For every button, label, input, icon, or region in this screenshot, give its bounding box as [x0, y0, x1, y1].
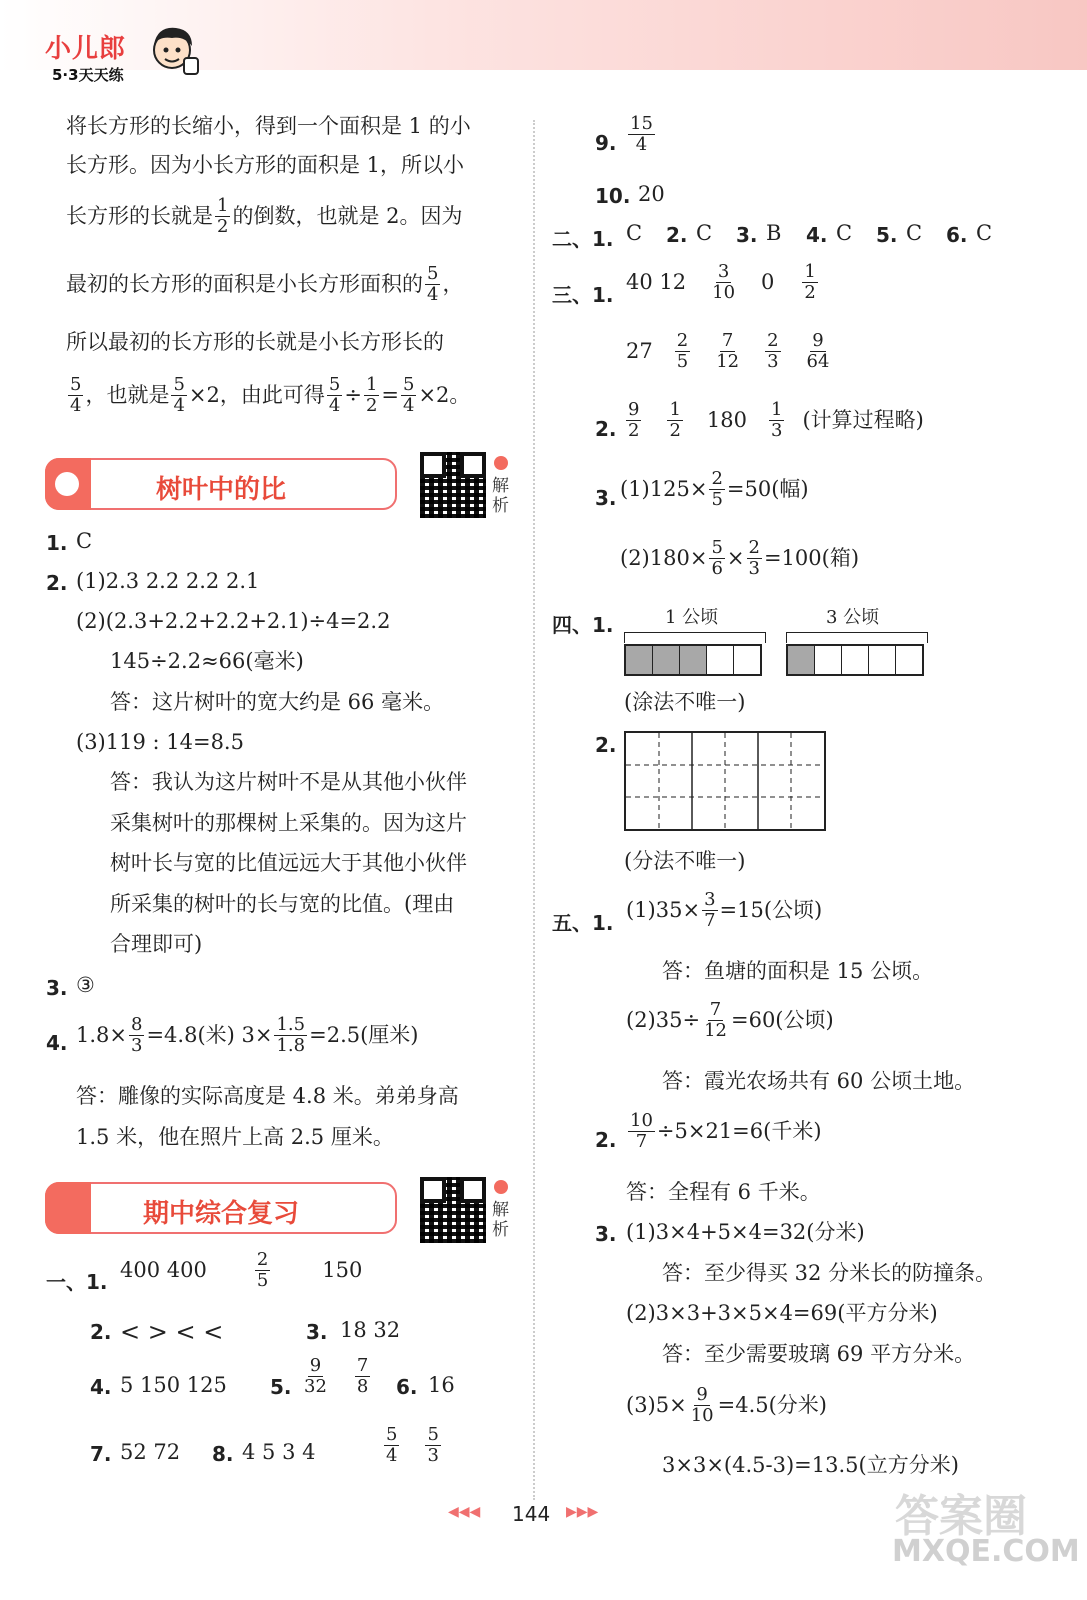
fraction: $\frac{2}{5}$	[676, 330, 689, 372]
answer: B	[766, 221, 782, 245]
item-number: 5.	[876, 223, 898, 247]
answer: 树叶长与宽的比值远远大于其他小伙伴	[110, 851, 467, 875]
answer: (2)(2.3+2.2+2.2+2.1)÷4=2.2	[76, 609, 391, 633]
answer: 180	[706, 407, 747, 432]
fraction: $\frac{3}{10}$	[712, 261, 736, 303]
fraction: $\frac{2}{3}$	[767, 330, 779, 372]
fraction: $\frac{2}{3}$	[748, 537, 760, 579]
answer: 答：雕像的实际高度是 4.8 米。弟弟身高	[76, 1084, 459, 1108]
column-divider	[533, 120, 535, 1500]
answer: =60(公顷)	[730, 1007, 834, 1032]
paragraph-text: ×2，由此可得	[188, 382, 325, 407]
fraction: $\frac{5}{4}$	[386, 1424, 398, 1466]
answer: =100(箱)	[763, 545, 860, 570]
paragraph-text: 最初的长方形的面积是小长方形面积的	[66, 271, 423, 296]
equals-sign: =	[381, 382, 399, 407]
answer: 150	[322, 1257, 363, 1282]
play-icon	[494, 456, 508, 470]
item-number: 2.	[90, 1320, 112, 1344]
answer: =15(公顷)	[719, 897, 823, 922]
paragraph-line: 长方形。因为小长方形的面积是 1，所以小	[66, 153, 465, 177]
item-number: 4.	[806, 223, 828, 247]
hectare-strip-3	[786, 644, 924, 676]
answer: 答：这片树叶的宽大约是 66 毫米。	[110, 690, 445, 714]
answer: 答：鱼塘的面积是 15 公顷。	[662, 959, 934, 983]
answer: 40 12	[626, 269, 687, 294]
answer: =4.8(米) 3×	[146, 1022, 273, 1047]
answer: (计算过程略)	[802, 407, 924, 432]
answer: =2.5(厘米)	[309, 1022, 419, 1047]
paragraph-text: ，	[442, 271, 464, 296]
section-banner-leaf-ratio	[45, 458, 397, 510]
answer: 18 32	[340, 1318, 401, 1342]
fraction: $\frac{9}{32}$	[304, 1355, 327, 1397]
answer: 20	[638, 182, 665, 206]
section-title: 树叶中的比	[155, 475, 286, 505]
answer: (1)35×	[626, 897, 701, 922]
fraction: $\frac{5}{4}$	[70, 374, 82, 416]
answer: 答：全程有 6 千米。	[626, 1180, 821, 1204]
qr-code-icon[interactable]	[420, 1177, 486, 1243]
play-icon	[494, 1180, 508, 1194]
logo: 小儿郎	[45, 34, 127, 64]
fraction: $\frac{9}{10}$	[690, 1384, 714, 1426]
answer: 合理即可)	[110, 932, 203, 956]
paragraph-line: 将长方形的长缩小，得到一个面积是 1 的小	[66, 114, 471, 138]
answer: (3)119 : 14=8.5	[76, 730, 244, 754]
section-title: 期中综合复习	[142, 1199, 299, 1229]
paragraph-text: ×2。	[418, 382, 471, 407]
answer: C	[976, 221, 993, 245]
answer: C	[836, 221, 853, 245]
paragraph-text: 的倒数，也就是 2。因为	[232, 203, 463, 228]
answer: 400 400	[120, 1257, 207, 1282]
answer: 3×3×(4.5-3)=13.5(立方分米)	[662, 1453, 959, 1477]
item-number: 5.	[270, 1375, 292, 1399]
explanation-label: 解析	[492, 1200, 509, 1240]
answer: =4.5(分米)	[717, 1392, 827, 1417]
fraction: $\frac{5}{4}$	[427, 263, 439, 305]
item-number: 3.	[46, 976, 68, 1000]
note: (涂法不唯一)	[624, 690, 746, 714]
bracket	[786, 632, 928, 643]
mascot-icon	[148, 22, 200, 78]
fraction: $\frac{5}{4}$	[328, 374, 341, 416]
answer: ÷5×21=6(千米)	[656, 1118, 822, 1143]
answer: 27	[626, 338, 653, 363]
answer: 答：至少得买 32 分米长的防撞条。	[662, 1261, 997, 1285]
qr-code-icon[interactable]	[420, 452, 486, 518]
answer: 答：我认为这片树叶不是从其他小伙伴	[110, 770, 467, 794]
fraction: $\frac{5}{4}$	[403, 374, 415, 416]
item-number: 9.	[595, 131, 617, 155]
explanation-label: 解析	[492, 476, 509, 516]
answer: ×	[726, 545, 745, 570]
answer: 52 72	[120, 1440, 181, 1464]
fraction: $\frac{10}{7}$	[630, 1110, 653, 1152]
fraction: $\frac{9}{64}$	[806, 330, 830, 372]
answer: 16	[428, 1373, 455, 1397]
item-number: 2.	[595, 417, 617, 441]
fraction: $\frac{1.5}{1.8}$	[276, 1014, 306, 1056]
item-number: 6.	[396, 1375, 418, 1399]
paragraph-line: 所以最初的长方形的长就是小长方形长的	[66, 330, 444, 354]
page-number: 144	[512, 1502, 551, 1526]
answer: C	[906, 221, 923, 245]
fraction: $\frac{2}{5}$	[711, 468, 723, 510]
item-number: 4.	[90, 1375, 112, 1399]
note: (分法不唯一)	[624, 849, 746, 873]
item-number: 6.	[946, 223, 968, 247]
answer: 答：至少需要玻璃 69 平方分米。	[662, 1342, 976, 1366]
answer: 1.5 米，他在照片上高 2.5 厘米。	[76, 1125, 394, 1149]
next-page-icon: ▶▶▶	[566, 1504, 599, 1520]
fraction: $\frac{1}{3}$	[771, 399, 783, 441]
logo-subtitle: 5·3天天练	[52, 66, 124, 84]
fraction: $\frac{1}{2}$	[217, 195, 229, 237]
answer: 4 5 3 4	[242, 1440, 316, 1464]
answer: (2)3×3+3×5×4=69(平方分米)	[626, 1301, 938, 1325]
fraction: $\frac{7}{8}$	[356, 1355, 369, 1397]
answer: 5 150 125	[120, 1373, 227, 1397]
answer: 1.8×	[76, 1022, 127, 1047]
fraction: $\frac{8}{3}$	[131, 1014, 143, 1056]
item-number: 1.	[46, 531, 68, 555]
watermark-url: MXQE.COM	[892, 1534, 1080, 1569]
fraction: $\frac{7}{12}$	[716, 330, 740, 372]
fraction: $\frac{5}{3}$	[427, 1424, 439, 1466]
item-number: 三、1.	[552, 283, 614, 307]
item-number: 四、1.	[552, 613, 614, 637]
fraction: $\frac{2}{5}$	[256, 1249, 269, 1291]
fraction: $\frac{15}{4}$	[630, 113, 653, 155]
answer: (2)180×	[620, 545, 708, 570]
prev-page-icon: ◀◀◀	[448, 1504, 481, 1520]
watermark: 答案圈	[895, 1491, 1027, 1542]
answer: ③	[76, 973, 95, 997]
item-number: 2.	[595, 733, 617, 757]
item-number: 10.	[595, 184, 631, 208]
item-number: 2.	[46, 571, 68, 595]
paragraph-text: ，也就是	[85, 382, 170, 407]
item-number: 3.	[736, 223, 758, 247]
item-number: 3.	[306, 1320, 328, 1344]
item-number: 一、1.	[46, 1270, 108, 1294]
fraction: $\frac{5}{6}$	[711, 537, 723, 579]
answer: (2)35÷	[626, 1007, 701, 1032]
answer: 所采集的树叶的长与宽的比值。(理由	[110, 892, 455, 916]
item-number: 8.	[212, 1442, 234, 1466]
answer: C	[76, 529, 93, 553]
item-number: 2.	[595, 1128, 617, 1152]
diagram-label: 3 公顷	[826, 607, 880, 628]
bracket	[624, 632, 766, 643]
answer: C	[696, 221, 713, 245]
answer: (1)3×4+5×4=32(分米)	[626, 1220, 865, 1244]
fraction: $\frac{1}{2}$	[669, 399, 681, 441]
answer: 采集树叶的那棵树上采集的。因为这片	[110, 811, 467, 835]
answer: =50(幅)	[726, 476, 809, 501]
diagram-label: 1 公顷	[665, 607, 719, 628]
divided-rectangle	[624, 731, 826, 831]
item-number: 3.	[595, 486, 617, 510]
answer: 0	[761, 269, 775, 294]
answer: 答：霞光农场共有 60 公顷土地。	[662, 1069, 976, 1093]
answer: (1)2.3 2.2 2.2 2.1	[76, 569, 260, 593]
fraction: $\frac{3}{7}$	[704, 889, 716, 931]
fraction: $\frac{9}{2}$	[628, 399, 640, 441]
answer: 145÷2.2≈66(毫米)	[110, 649, 304, 673]
item-number: 3.	[595, 1222, 617, 1246]
divide-sign: ÷	[344, 382, 362, 407]
answer: (3)5×	[626, 1392, 687, 1417]
paragraph-text: 长方形的长就是	[66, 203, 213, 228]
fraction: $\frac{1}{2}$	[365, 374, 378, 416]
item-number: 二、1.	[552, 227, 614, 251]
item-number: 7.	[90, 1442, 112, 1466]
answer: C	[626, 221, 643, 245]
answer: < > < <	[120, 1318, 224, 1346]
fraction: $\frac{5}{4}$	[173, 374, 185, 416]
item-number: 4.	[46, 1031, 68, 1055]
section-banner-midterm-review	[45, 1182, 397, 1234]
item-number: 五、1.	[552, 911, 614, 935]
answer: (1)125×	[620, 476, 708, 501]
fraction: $\frac{7}{12}$	[704, 999, 727, 1041]
item-number: 2.	[666, 223, 688, 247]
fraction: $\frac{1}{2}$	[804, 261, 816, 303]
hectare-strip-1	[624, 644, 762, 676]
